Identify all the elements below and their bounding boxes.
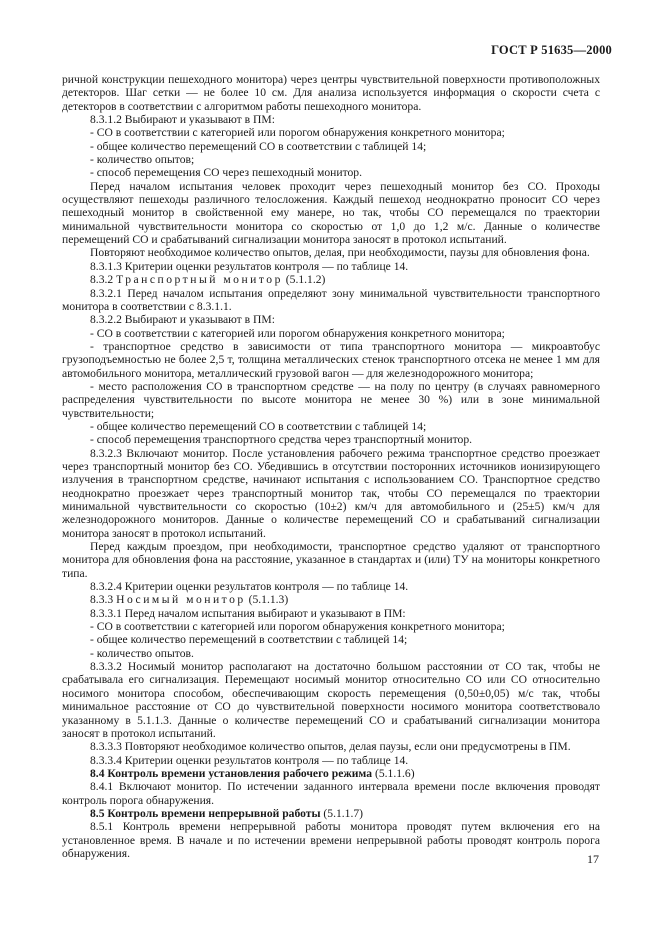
paragraph: 8.3.2.2 Выбирают и указывают в ПМ: [90, 313, 275, 327]
paragraph: 8.3.3.2 Носимый монитор располагают на достаточно большом расстоянии от СО так, чтобы не срабатывала его сигнализация. Перемещают носимый монитор относительно СО или СО относительно носимого монитора способом, обеспечивающим скорость перемещения (0,50±0,05) м/с так, чтобы минимальное расстояние от СО до чувствительной поверхности носимого монитора соответствовало указанному в 5.1.1.3. Данные о количестве перемещений СО и срабатываний сигнализации монитора заносят в протокол испытаний. [62, 660, 600, 740]
paragraph: 8.5.1 Контроль времени непрерывной работы монитора проводят путем включения его на установленное время. В начале и по истечении времени непрерывной работы проводят контроль порога обнаружения. [62, 820, 600, 860]
heading-ref: (5.1.1.7) [320, 806, 364, 820]
heading-ref: (5.1.1.2) [282, 273, 326, 287]
page-number: 17 [587, 852, 599, 866]
list-item: - СО в соответствии с категорией или порогом обнаружения конкретного монитора; [90, 326, 505, 340]
heading-bold-title: 8.5 Контроль времени непрерывной работы [90, 806, 321, 820]
section-heading [62, 593, 600, 606]
paragraph: ричной конструкции пешеходного монитора) через центры чувствительной поверхности противоположных детекторов. Шаг сетки — не более 10 см. Для анализа используется информация о скорости счета с детекторов в соответствии с алгоритмом работы пешеходного монитора. [62, 73, 600, 113]
paragraph: 8.4.1 Включают монитор. По истечении заданного интервала времени после включения проводят контроль порога обнаружения. [62, 780, 600, 807]
section-heading [62, 807, 600, 820]
heading-number: 8.3.3 [90, 593, 117, 607]
heading-number: 8.3.2 [90, 273, 117, 287]
list-item: - количество опытов; [90, 153, 195, 167]
paragraph: 8.3.2.4 Критерии оценки результатов контроля — по таблице 14. [90, 580, 409, 594]
paragraph: 8.3.1.2 Выбирают и указывают в ПМ: [90, 113, 275, 127]
section-heading [62, 767, 600, 780]
heading-spaced-title: Транспортный монитор [116, 273, 283, 287]
body-text [62, 73, 600, 860]
heading-ref: (5.1.1.6) [372, 766, 415, 780]
heading-ref: (5.1.1.3) [245, 593, 289, 607]
list-item: - способ перемещения СО через пешеходный монитор. [90, 166, 362, 180]
list-item: - общее количество перемещений СО в соответствии с таблицей 14; [90, 139, 427, 153]
paragraph: 8.3.3.4 Критерии оценки результатов контроля — по таблице 14. [90, 753, 409, 767]
list-item: - СО в соответствии с категорией или порогом обнаружения конкретного монитора; [90, 126, 505, 140]
list-item: - общее количество перемещений в соответствии с таблицей 14; [90, 633, 408, 647]
heading-bold-title: 8.4 Контроль времени установления рабочего режима [90, 766, 373, 780]
list-item: - транспортное средство в зависимости от типа транспортного монитора — микроавтобус грузоподъемностью не более 2,5 т, толщина металлических стенок транспортного отсека не менее 1 мм для автомобильного монитора, металлический грузовой вагон — для железнодорожного монитора; [62, 339, 600, 380]
section-heading [62, 273, 600, 286]
list-item: - место расположения СО в транспортном средстве — на полу по центру (в случаях равномерного распределения чувствительности по высоте монитора не менее 30 %) или в зоне минимальной чувствительности; [62, 379, 600, 420]
paragraph: 8.3.2.1 Перед началом испытания определяют зону минимальной чувствительности транспортного монитора в соответствии с 8.3.1.1. [62, 286, 600, 313]
paragraph: Перед каждым проездом, при необходимости, транспортное средство удаляют от транспортного монитора для обновления фона на расстояние, указанное в стандартах и (или) ТУ на мониторы конкретного типа. [62, 540, 600, 580]
paragraph: 8.3.1.3 Критерии оценки результатов контроля — по таблице 14. [90, 259, 409, 273]
list-item: - общее количество перемещений СО в соответствии с таблицей 14; [90, 419, 427, 433]
paragraph: Перед началом испытания человек проходит через пешеходный монитор без СО. Проходы осуществляют пешеходы различного телосложения. Каждый пешеход неоднократно проносит СО через пешеходный монитор в свойственной ему манере, но так, чтобы СО перемещался по траектории минимальной чувствительности монитора со скоростью от 1,0 до 1,2 м/с. Данные о количестве перемещений СО и срабатываний сигнализации монитора заносят в протокол испытаний. [62, 179, 600, 247]
list-item: - способ перемещения транспортного средства через транспортный монитор. [90, 433, 473, 447]
list-item: - количество опытов. [90, 646, 194, 660]
paragraph: 8.3.3.1 Перед началом испытания выбирают и указывают в ПМ: [90, 606, 406, 620]
heading-spaced-title: Носимый монитор [116, 593, 246, 607]
paragraph: Повторяют необходимое количество опытов, делая, при необходимости, паузы для обновления фона. [90, 246, 590, 260]
standard-header: ГОСТ Р 51635—2000 [491, 43, 612, 57]
paragraph: 8.3.2.3 Включают монитор. После установления рабочего режима транспортное средство проезжает через транспортный монитор без СО. Убедившись в отсутствии посторонних источников ионизирующего излучения в транспортном средстве, начинают испытания с использованием СО. Транспортное средство неоднократно проезжает через транспортный монитор так, чтобы СО перемещался по траектории минимальной чувствительности со скоростью (10±2) км/ч для автомобильного и (25±5) км/ч для железнодорожного мониторов. Данные о количестве перемещений СО и срабатываний сигнализации монитора заносят в протокол испытаний. [62, 446, 600, 540]
list-item: - СО в соответствии с категорией или порогом обнаружения конкретного монитора; [90, 620, 505, 634]
paragraph: 8.3.3.3 Повторяют необходимое количество опытов, делая паузы, если они предусмотрены в ПМ. [90, 740, 571, 754]
